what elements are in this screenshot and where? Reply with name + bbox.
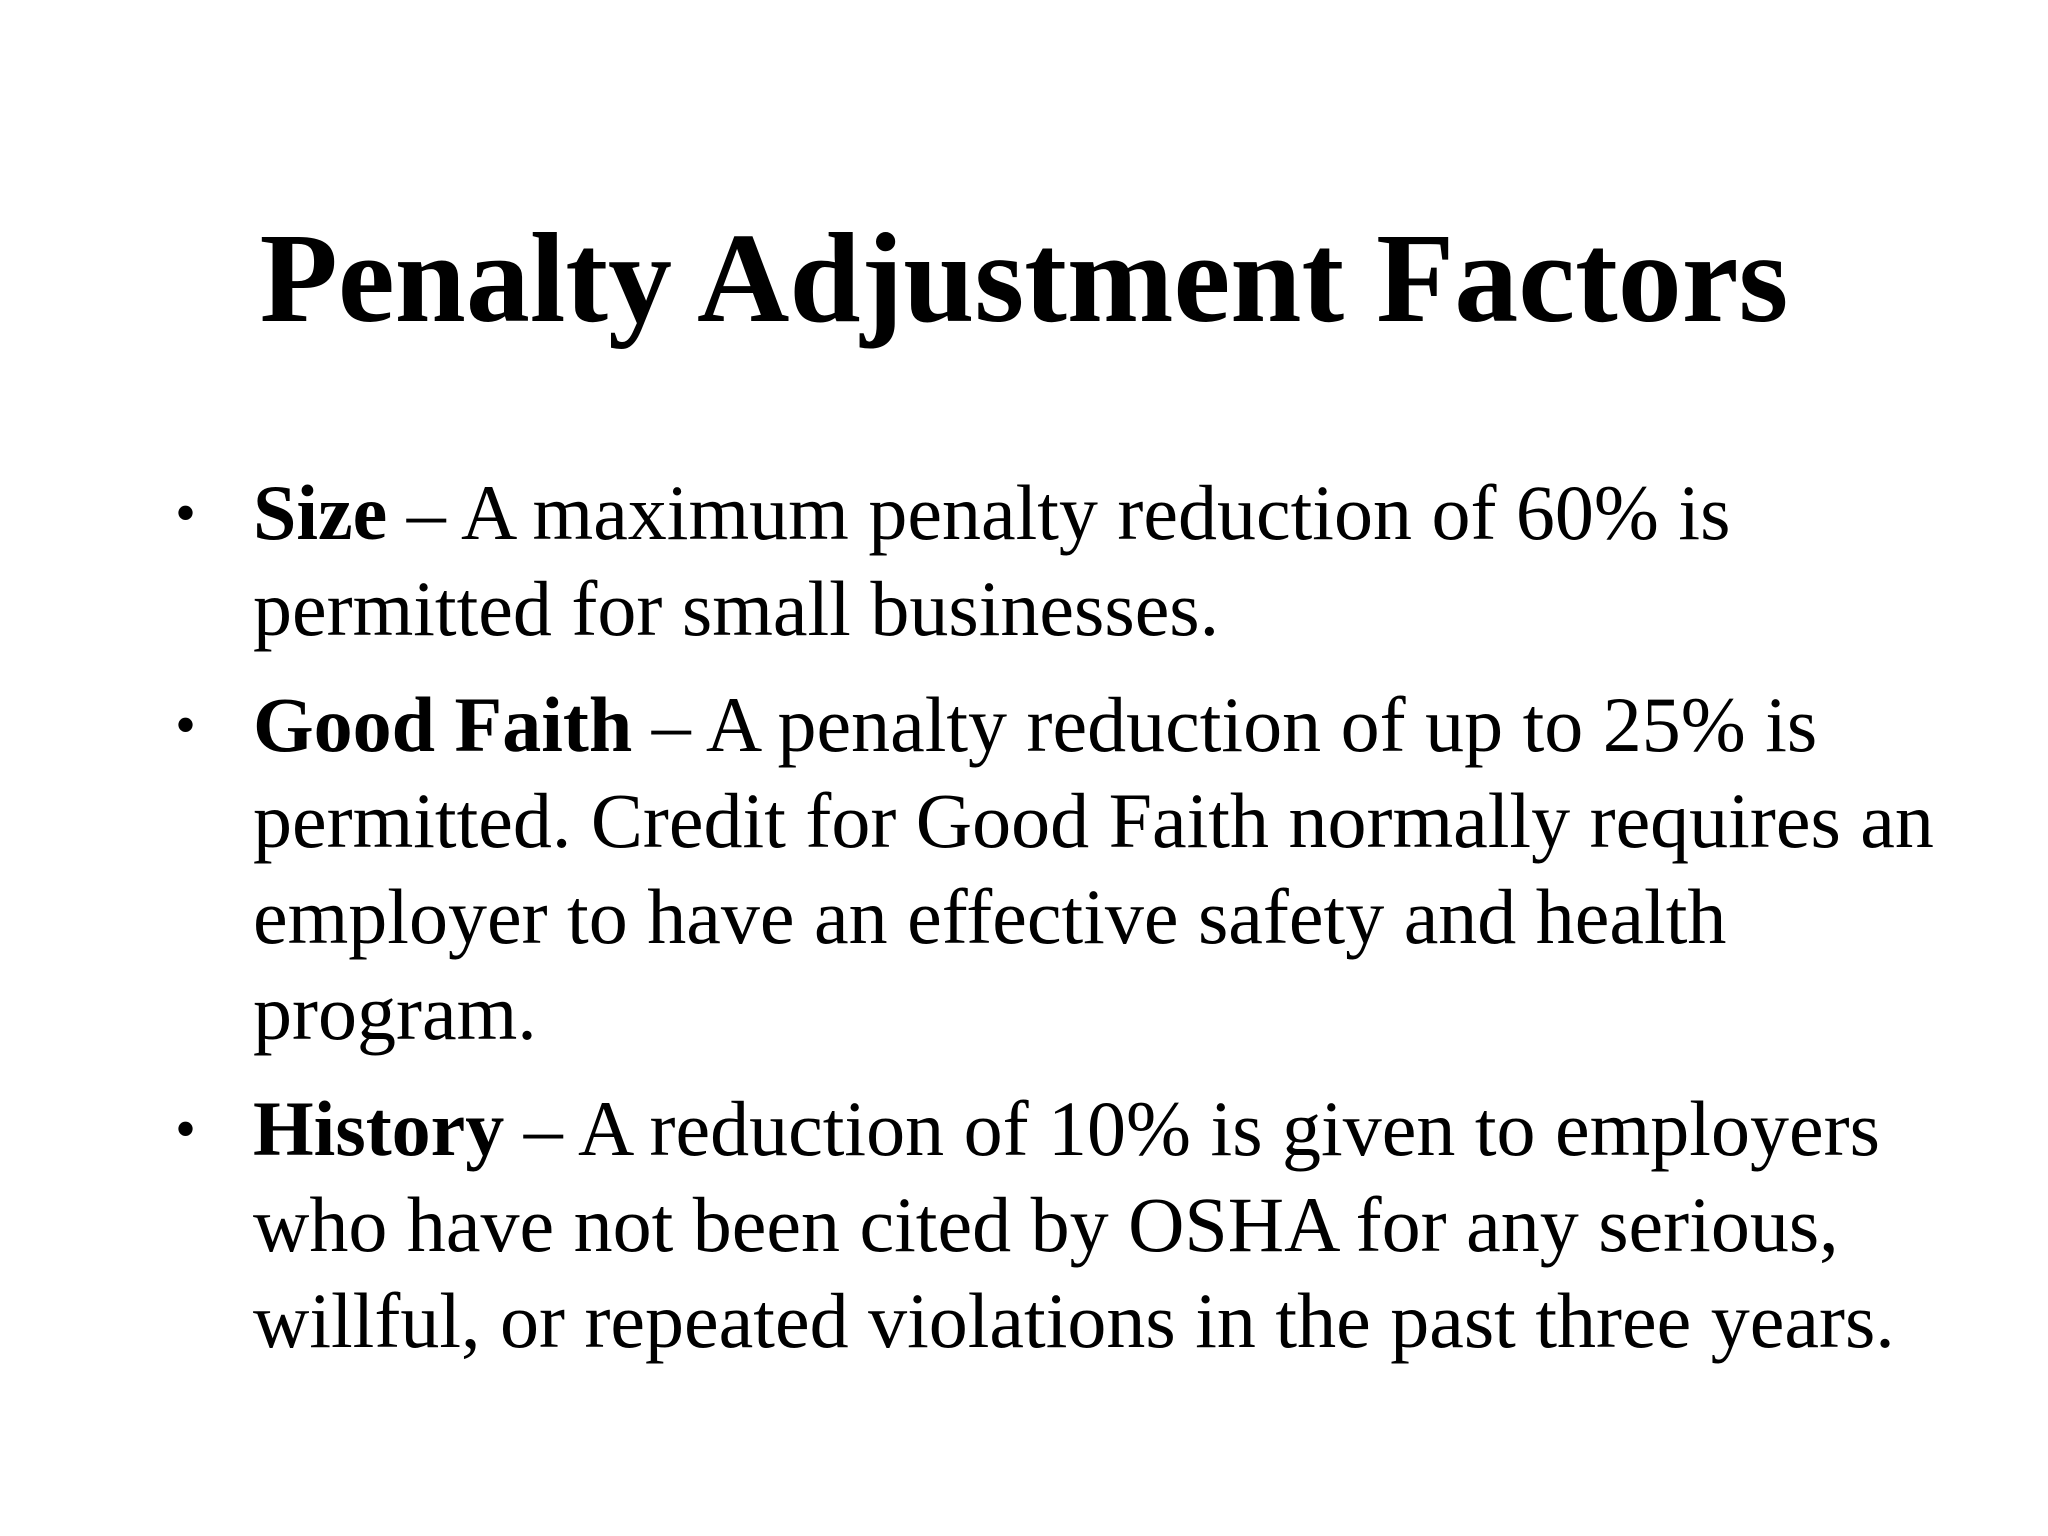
bullet-term: Size [253,469,388,556]
bullet-item-size [175,465,1935,657]
bullet-icon: • [175,480,197,546]
bullet-term: History [253,1085,505,1172]
bullet-icon: • [175,1096,197,1162]
bullet-text: – A maximum penalty reduction of 60% is permitted for small businesses. [253,469,1731,652]
bullet-term: Good Faith [253,681,633,768]
bullet-text: – A reduction of 10% is given to employers who have not been cited by OSHA for any serious, willful, or repeated violations in the past three years. [253,1085,1895,1364]
bullet-item-history [175,1081,1935,1369]
bullet-icon: • [175,692,197,758]
slide-title: Penalty Adjustment Factors [259,207,1789,349]
bullet-item-good-faith [175,677,1935,1061]
bullet-list [175,465,1935,1389]
bullet-text: – A penalty reduction of up to 25% is permitted. Credit for Good Faith normally requires an employer to have an effective safety and health program. [253,681,1934,1056]
